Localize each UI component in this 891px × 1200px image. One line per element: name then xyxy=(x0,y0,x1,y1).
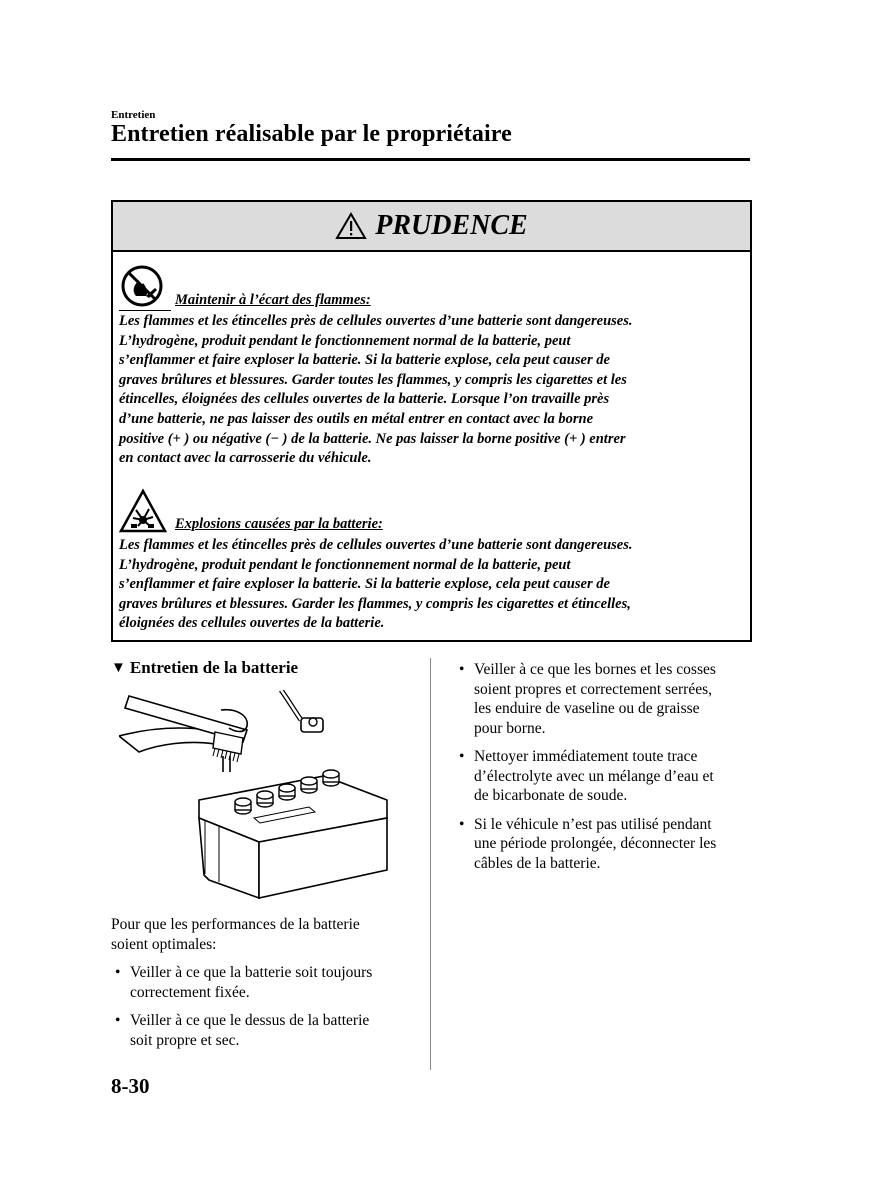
list-item-line: les enduire de vaseline ou de graisse xyxy=(474,700,700,717)
warning-line: étincelles, éloignées des cellules ouvertes de la batterie. Lorsque l’on travaille près xyxy=(119,391,610,408)
intro-line: soient optimales: xyxy=(111,935,217,953)
no-flames-icon xyxy=(119,264,169,310)
caution-title: PRUDENCE xyxy=(375,210,528,241)
battery-cleaning-illustration xyxy=(119,690,389,905)
list-item xyxy=(455,747,750,806)
warning-line: Les flammes et les étincelles près de cellules ouvertes d’une batterie sont dangereuses. xyxy=(119,313,633,329)
page-title: Entretien réalisable par le propriétaire xyxy=(111,121,512,147)
list-item-line: de bicarbonate de soude. xyxy=(474,787,628,804)
list-item-line: Veiller à ce que la batterie soit toujours xyxy=(130,964,373,981)
warning-line: graves brûlures et blessures. Garder toutes les flammes, y compris les cigarettes et les xyxy=(119,371,627,388)
subsection-title: Entretien de la batterie xyxy=(129,658,299,677)
page-number: 8-30 xyxy=(111,1074,150,1098)
list-item-line: une période prolongée, déconnecter les xyxy=(474,835,717,852)
list-item xyxy=(111,963,411,1002)
warning-explosions-body xyxy=(119,536,744,634)
list-item-line: soient propres et correctement serrées, xyxy=(474,680,712,698)
warning-line: s’enflammer et faire exploser la batterie. Si la batterie explose, cela peut causer de xyxy=(119,352,610,369)
triangle-down-icon: ▼ xyxy=(111,659,126,676)
left-column xyxy=(111,658,411,1059)
warning-line: positive (+ ) ou négative (− ) de la batterie. Ne pas laisser la borne positive (+ ) entrer xyxy=(119,430,626,447)
bullet-icon: • xyxy=(459,815,465,833)
warning-explosions-heading: Explosions causées par la batterie: xyxy=(175,516,383,532)
bullet-icon: • xyxy=(115,1012,121,1029)
warning-line: d’une batterie, ne pas laisser des outils en métal entrer en contact avec la borne xyxy=(119,410,594,427)
warning-explosions-head xyxy=(119,486,744,534)
caution-box xyxy=(111,200,752,642)
warning-line: graves brûlures et blessures. Garder les flammes, y compris les cigarettes et étincelles, xyxy=(119,595,631,612)
warning-line: Les flammes et les étincelles près de cellules ouvertes d’une batterie sont dangereuses. xyxy=(119,537,633,553)
warning-line: s’enflammer et faire exploser la batterie. Si la batterie explose, cela peut causer de xyxy=(119,576,610,593)
caution-header xyxy=(113,202,750,252)
title-rule xyxy=(111,158,750,161)
intro-paragraph xyxy=(111,915,411,954)
warning-explosions xyxy=(119,486,744,634)
right-bullet-list xyxy=(455,660,750,873)
warning-line: éloignées des cellules ouvertes de la batterie. xyxy=(119,615,385,632)
right-column xyxy=(455,660,750,882)
list-item-line: Veiller à ce que le dessus de la batterie xyxy=(130,1012,370,1029)
section-label: Entretien xyxy=(111,109,156,121)
warning-line: L’hydrogène, produit pendant le fonctionnement normal de la batterie, peut xyxy=(119,556,571,573)
list-item xyxy=(455,815,750,874)
warning-flames-head xyxy=(119,262,744,310)
list-item xyxy=(455,660,750,738)
warning-flames-heading: Maintenir à l’écart des flammes: xyxy=(175,292,371,308)
warning-line: L’hydrogène, produit pendant le fonctionnement normal de la batterie, peut xyxy=(119,332,571,349)
list-item-line: câbles de la batterie. xyxy=(474,854,601,872)
heading-rule xyxy=(119,310,171,311)
bullet-icon: • xyxy=(115,964,121,981)
list-item-line: correctement fixée. xyxy=(130,983,250,1001)
bullet-icon: • xyxy=(459,661,465,678)
warning-flames-body xyxy=(119,312,744,469)
warning-flames xyxy=(119,262,744,469)
list-item-line: pour borne. xyxy=(474,719,546,737)
intro-line: Pour que les performances de la batterie xyxy=(111,916,360,933)
warning-line: en contact avec la carrosserie du véhicule. xyxy=(119,450,372,467)
list-item-line: soit propre et sec. xyxy=(130,1031,240,1049)
bullet-icon: • xyxy=(459,748,465,765)
list-item-line: Veiller à ce que les bornes et les cosses xyxy=(474,661,716,678)
left-bullet-list xyxy=(111,963,411,1050)
list-item-line: Nettoyer immédiatement toute trace xyxy=(474,748,698,765)
list-item xyxy=(111,1011,411,1050)
warning-triangle-icon xyxy=(335,212,367,240)
column-divider xyxy=(430,658,431,1070)
list-item-line: d’électrolyte avec un mélange d’eau et xyxy=(474,767,714,785)
list-item-line: Si le véhicule n’est pas utilisé pendant xyxy=(474,815,712,833)
battery-maintenance-heading xyxy=(111,658,411,678)
explosion-icon xyxy=(119,488,169,534)
